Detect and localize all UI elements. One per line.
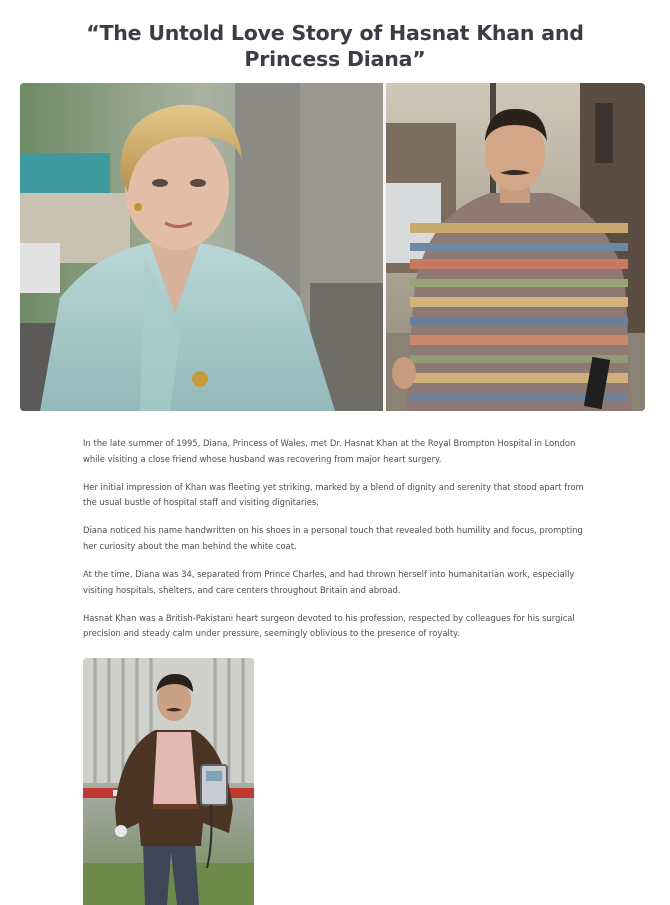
article-body [83,436,593,654]
article-paragraph: Her initial impression of Khan was fleeting yet striking, marked by a blend of dignity and serenity that stood apart from the usual bustle of hospital staff and visiting dignitaries. [83,481,584,508]
portrait-image [83,658,254,905]
article-title: “The Untold Love Story of Hasnat Khan and Princess Diana” [86,20,584,71]
hero-image [20,83,645,411]
article-paragraph: In the late summer of 1995, Diana, Princess of Wales, met Dr. Hasnat Khan at the Royal Brompton Hospital in London while visiting a close friend whose husband was recovering from major heart surgery. [83,438,576,464]
khan-photo [386,83,645,411]
article-paragraph: At the time, Diana was 34, separated from Prince Charles, and had thrown herself into humanitarian work, especially visiting hospitals, shelters, and care centers throughout Britain and abroad. [83,569,575,595]
diana-photo [20,83,384,411]
article-paragraph: Hasnat Khan was a British-Pakistani heart surgeon devoted to his profession, respected by colleagues for his surgical precision and steady calm under pressure, seemingly oblivious to the presence of royalty. [83,612,575,639]
article-paragraph: Diana noticed his name handwritten on his shoes in a personal touch that revealed both humility and focus, prompting her curiosity about the man behind the white coat. [83,525,583,551]
